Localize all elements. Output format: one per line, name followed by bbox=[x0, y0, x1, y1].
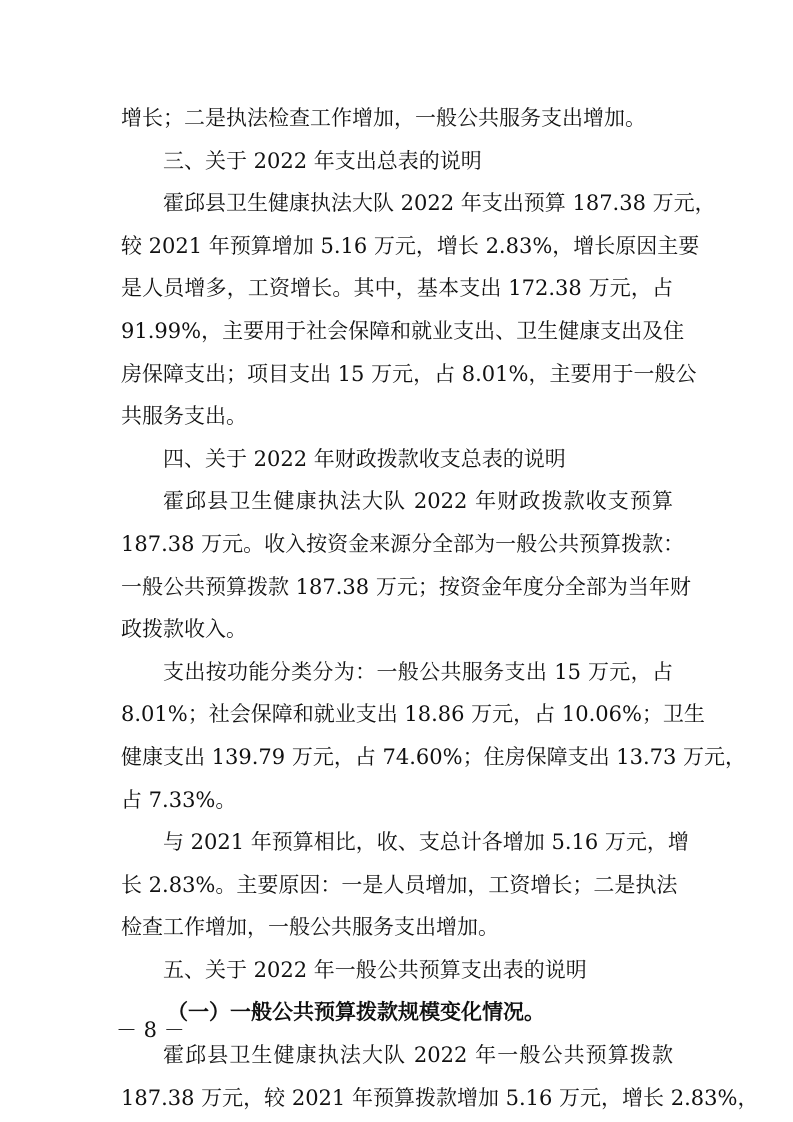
text-line: 8.01%；社会保障和就业支出 18.86 万元，占 10.06%；卫生 bbox=[121, 702, 705, 727]
text-line: 增长；二是执法检查工作增加，一般公共服务支出增加。 bbox=[121, 106, 646, 130]
text-line: 是人员增多，工资增长。其中，基本支出 172.38 万元，占 bbox=[121, 276, 673, 301]
text-line: 支出按功能分类分为：一般公共服务支出 15 万元，占 bbox=[163, 659, 673, 684]
text-line: 187.38 万元。收入按资金来源分全部为一般公共预算拨款： bbox=[121, 531, 685, 556]
text-line: 政拨款收入。 bbox=[121, 617, 247, 642]
text-line: 健康支出 139.79 万元，占 74.60%；住房保障支出 13.73 万元， bbox=[121, 744, 747, 769]
section-heading: 五、关于 2022 年一般公共预算支出表的说明 bbox=[163, 957, 587, 982]
text-line: 霍邱县卫生健康执法大队 2022 年一般公共预算拨款 bbox=[163, 1043, 673, 1068]
text-line: 一般公共预算拨款 187.38 万元；按资金年度分全部为当年财 bbox=[121, 574, 691, 599]
subsection-heading: （一）一般公共预算拨款规模变化情况。 bbox=[167, 999, 545, 1025]
text-line: 检查工作增加，一般公共服务支出增加。 bbox=[121, 915, 499, 940]
text-line: 霍邱县卫生健康执法大队 2022 年财政拨款收支预算 bbox=[163, 489, 673, 514]
text-line: 共服务支出。 bbox=[121, 404, 247, 429]
text-line: 霍邱县卫生健康执法大队 2022 年支出预算 187.38 万元， bbox=[163, 191, 716, 216]
text-line: 房保障支出；项目支出 15 万元，占 8.01%，主要用于一般公 bbox=[121, 361, 697, 386]
text-line: 较 2021 年预算增加 5.16 万元，增长 2.83%，增长原因主要 bbox=[121, 233, 700, 258]
page-number: － 8 － bbox=[116, 1018, 185, 1042]
text-line: 长 2.83%。主要原因：一是人员增加，工资增长；二是执法 bbox=[121, 872, 678, 897]
text-line: 91.99%，主要用于社会保障和就业支出、卫生健康支出及住 bbox=[121, 318, 685, 343]
text-line: 占 7.33%。 bbox=[121, 787, 237, 812]
document-body bbox=[121, 97, 759, 1119]
text-line: 与 2021 年预算相比，收、支总计各增加 5.16 万元，增 bbox=[163, 830, 689, 855]
section-heading: 三、关于 2022 年支出总表的说明 bbox=[163, 148, 482, 173]
section-heading: 四、关于 2022 年财政拨款收支总表的说明 bbox=[163, 446, 566, 471]
text-line: 187.38 万元，较 2021 年预算拨款增加 5.16 万元，增长 2.83%， bbox=[121, 1085, 759, 1110]
